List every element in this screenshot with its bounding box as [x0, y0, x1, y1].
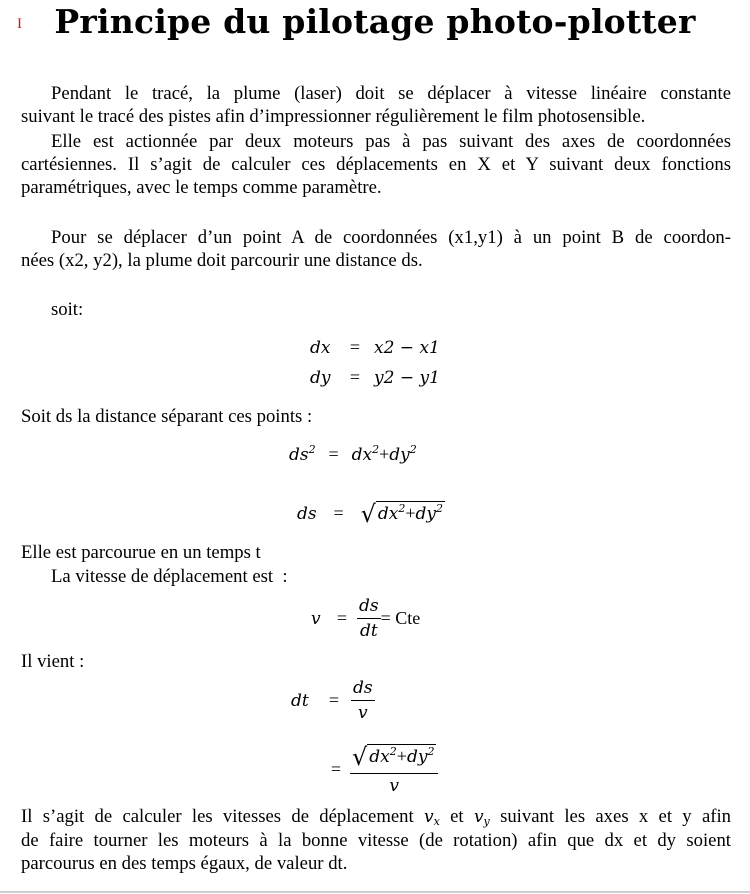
eq-tail: = Cte — [380, 608, 421, 628]
exponent: 2 — [398, 502, 406, 515]
fraction — [357, 596, 381, 641]
text-line: Pendant le tracé, la plume (laser) doit se déplacer à vitesse linéaire constante — [51, 83, 731, 104]
symbol-vx — [424, 807, 440, 827]
eq-lhs: ds — [289, 445, 309, 465]
symbol-base: v — [473, 807, 484, 827]
text-line: La vitesse de déplacement est : — [51, 566, 288, 587]
symbol-base: v — [424, 807, 434, 827]
exponent: 2 — [372, 443, 380, 456]
eq-lhs: dt — [291, 690, 309, 711]
denominator: dt — [359, 621, 378, 641]
text-line: soit: — [51, 299, 84, 320]
eq-term: dx — [377, 504, 399, 524]
text-line: de faire tourner les moteurs à la bonne vitesse (de rotation) afin que dx et dy soient — [21, 830, 731, 851]
text-line: paramétriques, avec le temps comme paramètre. — [21, 177, 382, 198]
eq-lhs: dy — [310, 368, 331, 388]
page-bottom-rule — [0, 891, 750, 893]
margin-marker: I — [17, 16, 22, 32]
eq-lhs: v — [311, 608, 321, 629]
eq-lhs: dx — [310, 338, 331, 358]
paragraph-intro — [21, 82, 731, 128]
text-line: cartésiennes. Il s’agit de calculer ces déplacements en X et Y suivant deux fonctions — [21, 154, 731, 175]
eq-rhs: x2 − x1 — [374, 338, 440, 358]
equation-velocity: v = $\frac{ds}{dt}$ = Cte — [311, 596, 421, 641]
text-fragment: Il s’agit de calculer les vitesses de déplacement — [21, 806, 414, 827]
paragraph-soit-ds — [21, 405, 731, 428]
text-line: nées (x2, y2), la plume doit parcourir une distance ds. — [21, 250, 423, 271]
symbol-sub: x — [433, 815, 440, 828]
exponent: 2 — [409, 443, 417, 456]
numerator — [350, 743, 438, 774]
eq-term: dy — [389, 445, 410, 465]
eq-lhs: ds — [297, 504, 317, 524]
fraction — [350, 743, 438, 796]
text-line — [21, 805, 731, 829]
symbol-sub: y — [483, 815, 490, 828]
text-line: Il vient : — [21, 651, 85, 672]
equation-dy: dy = y2 − y1 — [310, 367, 440, 388]
equation-ds-squared: $ds^2 = dx^2+dy^2$ — [289, 443, 417, 465]
text-line: Elle est parcourue en un temps t — [21, 542, 261, 563]
paragraph-conclusion — [21, 805, 731, 875]
eq-term: dy — [415, 504, 437, 524]
page-title: Principe du pilotage photo-plotter — [54, 2, 696, 41]
denominator: v — [389, 776, 400, 796]
denominator: v — [358, 703, 368, 723]
exponent: 2 — [436, 502, 444, 515]
text-soit — [51, 298, 251, 321]
numerator: ds — [357, 596, 381, 619]
eq-term: dx — [351, 445, 373, 465]
text-line: Soit ds la distance séparant ces points : — [21, 406, 313, 427]
exponent: 2 — [308, 443, 316, 456]
paragraph-motors — [21, 130, 731, 199]
equation-dx: dx = x2 − x1 — [310, 337, 440, 358]
paragraph-distance — [21, 226, 731, 272]
symbol-vy — [474, 807, 490, 827]
text-line: suivant le tracé des pistes afin d’impressionner régulièrement le film photosensible. — [21, 106, 646, 127]
square-root: √ $dx^2+dy^2$ — [352, 743, 435, 771]
eq-rhs: y2 − y1 — [374, 368, 440, 388]
paragraph-vitesse — [51, 565, 451, 588]
eq-term: dx — [369, 747, 390, 767]
paragraph-temps — [21, 541, 731, 564]
paragraph-il-vient — [21, 650, 731, 673]
numerator: ds — [351, 678, 375, 701]
equation-dt: dt = $\frac{ds}{v}$ — [291, 678, 373, 723]
text-fragment: et — [450, 806, 464, 827]
equation-dt-root: = $\frac{√ dx^2+dy^2}{v}$ — [322, 743, 438, 796]
text-line: Pour se déplacer d’un point A de coordonnées (x1,y1) à un point B de coordon- — [51, 227, 731, 248]
fraction — [351, 678, 375, 723]
text-fragment: suivant les axes x et y afin — [500, 806, 732, 827]
text-line: parcourus en des temps égaux, de valeur dt. — [21, 853, 348, 874]
text-line: Elle est actionnée par deux moteurs pas à pas suivant des axes de coordonnées — [51, 131, 731, 152]
equation-ds-root: ds = √ $dx^2+dy^2$ — [297, 500, 444, 528]
eq-term: dy — [406, 747, 428, 767]
square-root: √ $dx^2+dy^2$ — [360, 500, 444, 528]
